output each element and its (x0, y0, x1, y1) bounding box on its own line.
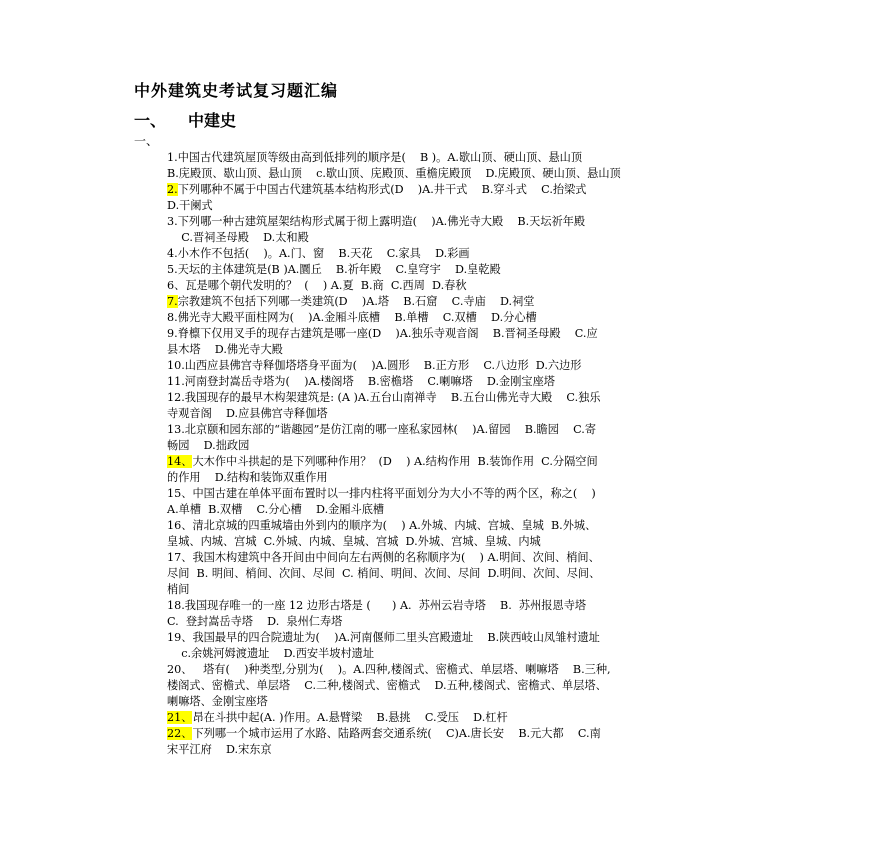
question-item (167, 486, 747, 518)
question-number: 11. (167, 375, 185, 388)
question-number: 7. (167, 295, 178, 308)
question-item (167, 710, 747, 726)
document-title: 中外建筑史考试复习题汇编 (134, 81, 339, 100)
question-text: 清北京城的四重城墙由外到内的顺序为( ) A.外城、内城、宫城、皇城 B.外城、 皇城、内城、宫城 C.外城、内城、皇城、宫城 D.外城、宫城、皇城、内城 (167, 519, 597, 548)
question-item (167, 598, 747, 630)
question-number: 15、 (167, 487, 193, 500)
question-text: 中国古建在单体平面布置时以一排内柱将平面划分为大小不等的两个区，称之( ) A.单槽 B.双槽 C.分心槽 D.金厢斗底槽 (167, 487, 596, 516)
question-number: 8. (167, 311, 178, 324)
question-item (167, 358, 747, 374)
question-number: 20、 (167, 663, 193, 676)
question-text: 山西应县佛宫寺释伽塔塔身平面为( )A.圆形 B.正方形 C.八边形 D.六边形 (184, 359, 582, 372)
question-item (167, 518, 747, 550)
question-text: 我国最早的四合院遗址为( )A.河南偃师二里头宫殿遗址 B.陕西岐山凤雏村遗址 c.余姚河姆渡遗址 D.西安半坡村遗址 (181, 631, 600, 660)
question-item (167, 726, 747, 758)
question-item (167, 550, 747, 598)
question-text: 天坛的主体建筑是(B )A.圜丘 B.祈年殿 C.皇穹宇 D.皇乾殿 (177, 263, 501, 276)
question-text: 昂在斗拱中起(A. )作用。A.悬臂梁 B.悬挑 C.受压 D.杠杆 (192, 711, 508, 724)
question-text: 我国现存的最早木构架建筑是: (A )A.五台山南禅寺 B.五台山佛光寺大殿 C.独乐 寺观音阁 D.应县佛宫寺释伽塔 (167, 391, 601, 420)
question-number: 12. (167, 391, 185, 404)
question-item (167, 454, 747, 486)
question-number: 6、 (167, 279, 186, 292)
question-item (167, 262, 747, 278)
section-number: 一、 (134, 111, 167, 130)
question-number: 17、 (167, 551, 193, 564)
question-item (167, 422, 747, 454)
question-text: 下列哪一个城市运用了水路、陆路两套交通系统( C)A.唐长安 B.元大都 C.南 宋平江府 D.宋东京 (167, 727, 601, 756)
question-text: 中国古代建筑屋顶等级由高到低排列的顺序是( B )。A.歇山顶、硬山顶、悬山顶 B.庑殿顶、歇山顶、悬山顶 c.歇山顶、庑殿顶、重檐庑殿顶 D.庑殿顶、硬山顶、悬山顶 (167, 151, 621, 180)
section-heading (134, 108, 236, 131)
question-text: 佛光寺大殿平面柱网为( )A.金厢斗底槽 B.单槽 C.双槽 D.分心槽 (177, 311, 537, 324)
question-number: 13. (167, 423, 185, 436)
question-item (167, 182, 747, 214)
question-item (167, 214, 747, 246)
question-item (167, 326, 747, 358)
question-list (167, 150, 747, 758)
subsection-heading: 一、 (134, 134, 159, 148)
question-item (167, 662, 747, 710)
question-text: 我国木构建筑中各开间由中间向左右两侧的名称顺序为( ) A.明间、次间、梢间、 尽间 B. 明间、梢间、次间、尽间 C. 梢间、明间、次间、尽间 D.明间、次间、尽间、 梢间 (167, 551, 601, 596)
question-item (167, 278, 747, 294)
question-number: 18. (167, 599, 185, 612)
question-number: 9. (167, 327, 178, 340)
question-text: 北京颐和园东部的“谐趣园”是仿江南的哪一座私家园林( )A.留园 B.瞻园 C.寄 畅园 D.拙政园 (167, 423, 597, 452)
question-text: 下列哪种不属于中国古代建筑基本结构形式(D )A.井干式 B.穿斗式 C.抬梁式 D.干阑式 (167, 183, 587, 212)
question-text: 瓦是哪个朝代发明的？ ( ) A.夏 B.商 C.西周 D.春秋 (185, 279, 467, 292)
question-item (167, 310, 747, 326)
question-item (167, 630, 747, 662)
question-text: 下列哪一种古建筑屋架结构形式属于彻上露明造( )A.佛光寺大殿 B.天坛祈年殿 C.晋祠圣母殿 D.太和殿 (177, 215, 586, 244)
question-number: 4. (167, 247, 178, 260)
question-number: 14、 (167, 455, 193, 468)
question-text: 脊檩下仅用叉手的现存古建筑是哪一座(D )A.独乐寺观音阁 B.晋祠圣母殿 C.应 县木塔 D.佛光寺大殿 (167, 327, 598, 356)
question-text: 大木作中斗拱起的是下列哪种作用？ (D ) A.结构作用 B.装饰作用 C.分隔空间 的作用 D.结构和装饰双重作用 (167, 455, 598, 484)
question-number: 3. (167, 215, 178, 228)
question-number: 21、 (167, 711, 193, 724)
question-item (167, 294, 747, 310)
question-number: 1. (167, 151, 178, 164)
question-text: 河南登封嵩岳寺塔为( )A.楼阁塔 B.密檐塔 C.喇嘛塔 D.金刚宝座塔 (184, 375, 555, 388)
question-text: 我国现存唯一的一座 12 边形古塔是 ( ) A. 苏州云岩寺塔 B. 苏州报恩寺塔 C. 登封嵩岳寺塔 D. 泉州仁寿塔 (167, 599, 587, 628)
section-title: 中建史 (188, 111, 237, 130)
question-number: 5. (167, 263, 178, 276)
question-item (167, 374, 747, 390)
question-number: 22、 (167, 727, 193, 740)
question-number: 19、 (167, 631, 193, 644)
question-text: 塔有( )种类型,分别为( )。A.四种,楼阁式、密檐式、单层塔、喇嘛塔 B.三种, 楼阁式、密檐式、单层塔 C.二种,楼阁式、密檐式 D.五种,楼阁式、密檐式、单层塔、 喇嘛塔、金刚宝座塔 (167, 663, 611, 708)
question-number: 2. (167, 183, 178, 196)
question-item (167, 150, 747, 182)
question-item (167, 390, 747, 422)
question-text: 小木作不包括( )。A.门、窗 B.天花 C.家具 D.彩画 (177, 247, 470, 260)
question-number: 10. (167, 359, 185, 372)
question-text: 宗教建筑不包括下列哪一类建筑(D )A.塔 B.石窟 C.寺庙 D.祠堂 (177, 295, 535, 308)
question-item (167, 246, 747, 262)
question-number: 16、 (167, 519, 193, 532)
